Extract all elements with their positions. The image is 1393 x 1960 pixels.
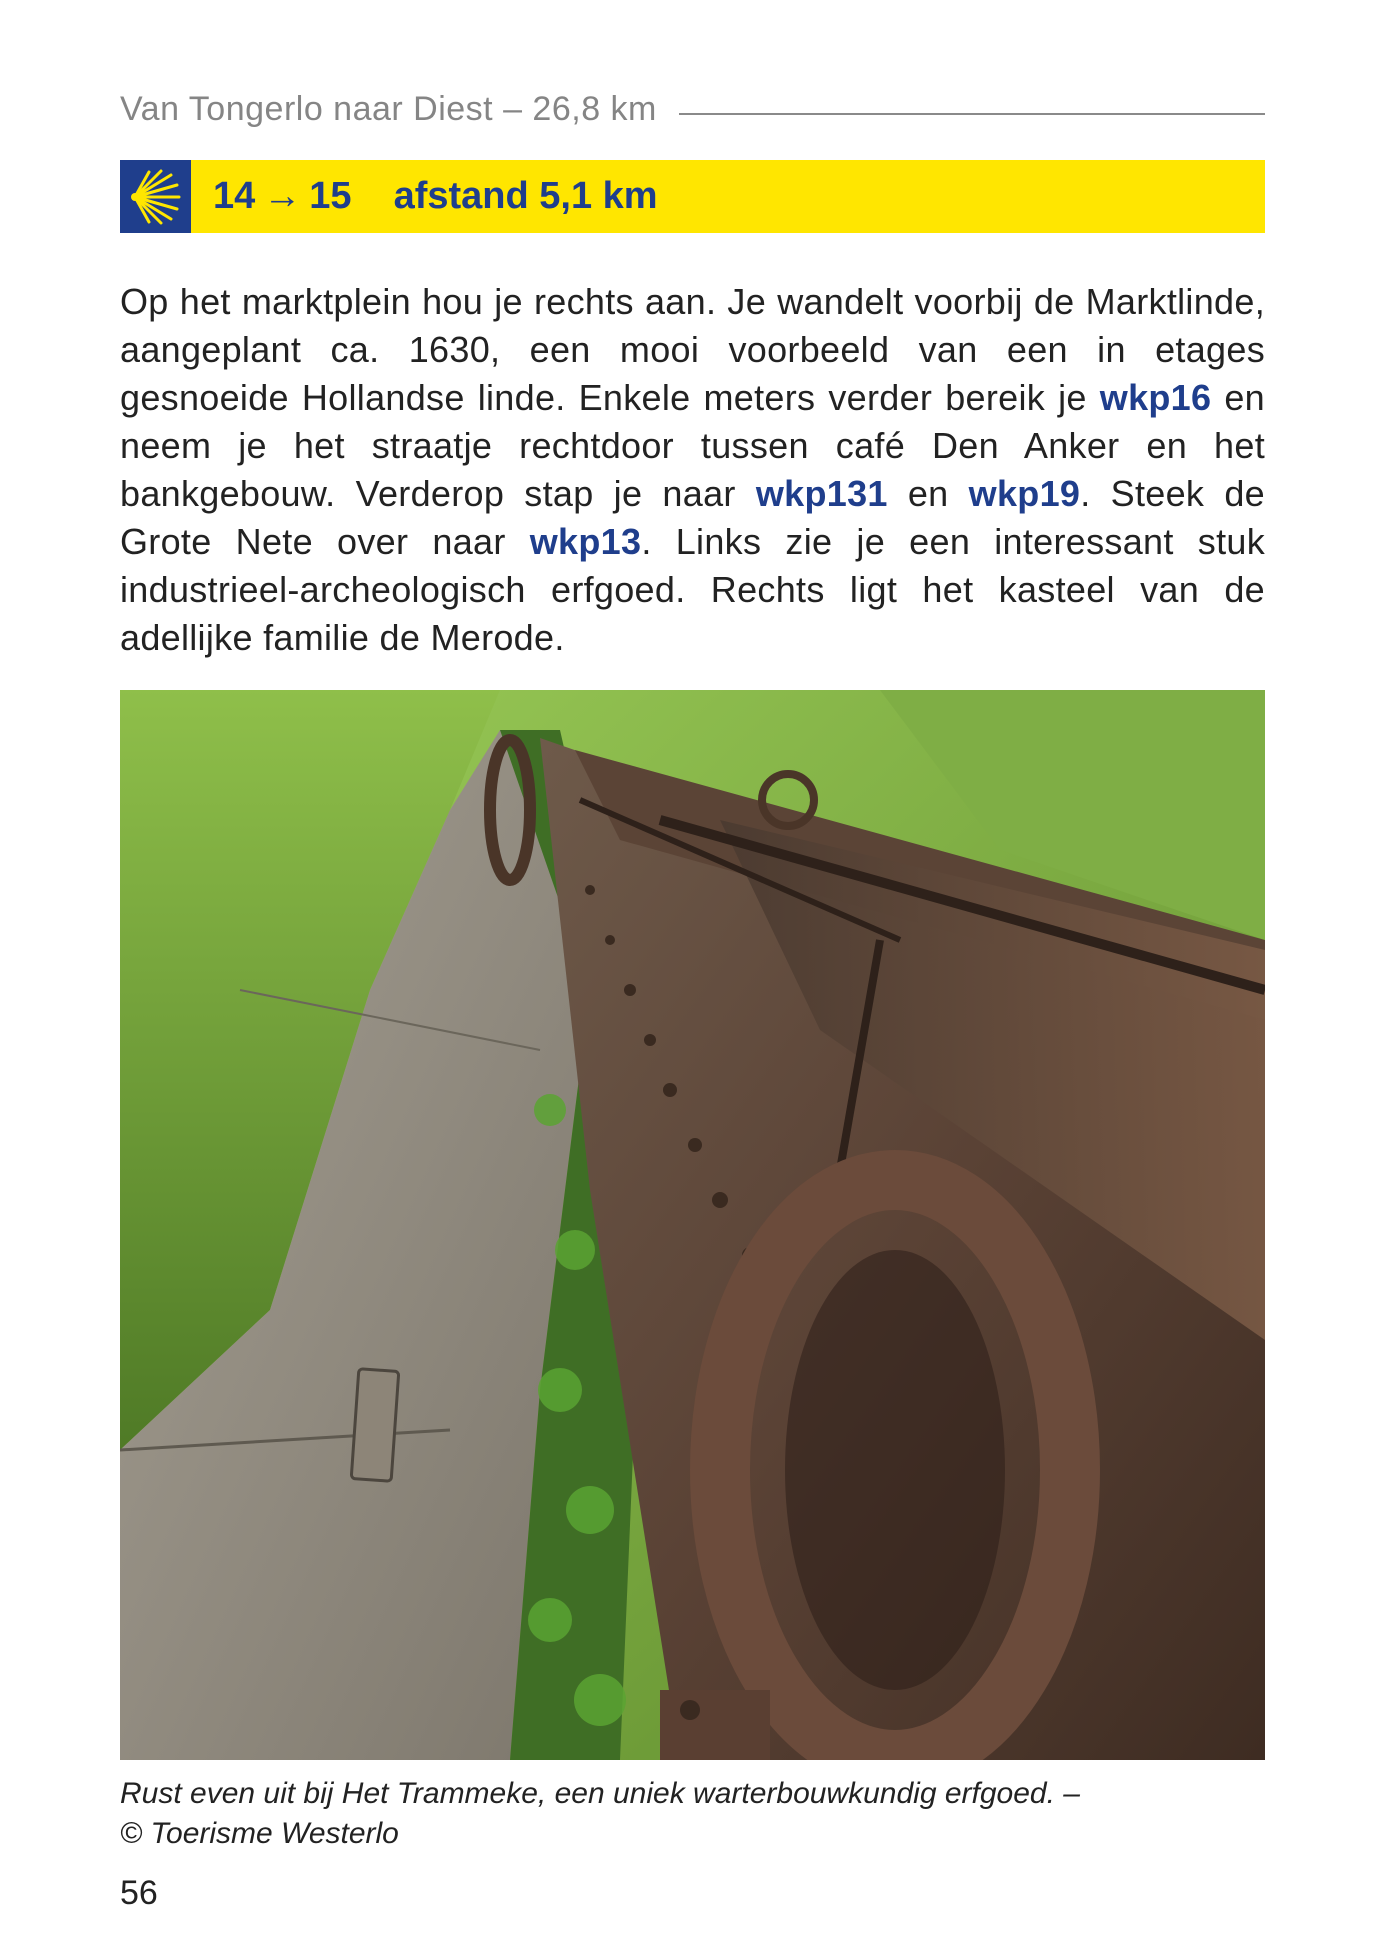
segment-distance: afstand 5,1 km [393,175,658,217]
photo-caption [120,1774,1265,1854]
route-description [120,278,1265,662]
text-segment: en [887,473,969,514]
caption-line: Rust even uit bij Het Trammeke, een uniek warterbouwkundig erfgoed. – [120,1777,1080,1810]
header-divider [679,113,1265,115]
section-bar [120,160,1265,233]
text-segment: Op het marktplein hou je rechts aan. Je wandelt voorbij de Marktlinde, aangeplant ca. 1630, een mooi voorbeeld van een in etages gesnoeide Hollandse linde. Enkele meters verder bereik je [120,281,1265,418]
text-segment: . Steek de Grote Nete over naar [120,473,1266,562]
segment-from: 14 [213,175,256,217]
waypoint-wkp13: wkp13 [529,521,642,562]
caption-credit: © Toerisme Westerlo [120,1817,399,1850]
waypoint-wkp16: wkp16 [1099,377,1212,418]
arrow-right-icon: → [263,175,302,217]
running-header [120,86,1265,132]
text-segment: en neem je het straatje rechtdoor tussen café Den Anker en het bankgebouw. Verderop stap je naar [120,377,1266,514]
route-title: Van Tongerlo naar Diest – 26,8 km [120,89,657,128]
page-number: 56 [120,1874,158,1912]
photo-het-trammeke [120,690,1265,1760]
scallop-shell-icon [120,160,191,233]
segment-to: 15 [309,175,352,217]
waypoint-wkp131: wkp131 [755,473,888,514]
waypoint-wkp19: wkp19 [968,473,1081,514]
segment-heading [213,175,658,218]
text-segment: . Links zie je een interessant stuk industrieel-archeologisch erfgoed. Rechts ligt het kasteel van de adellijke familie de Merode. [120,521,1265,658]
